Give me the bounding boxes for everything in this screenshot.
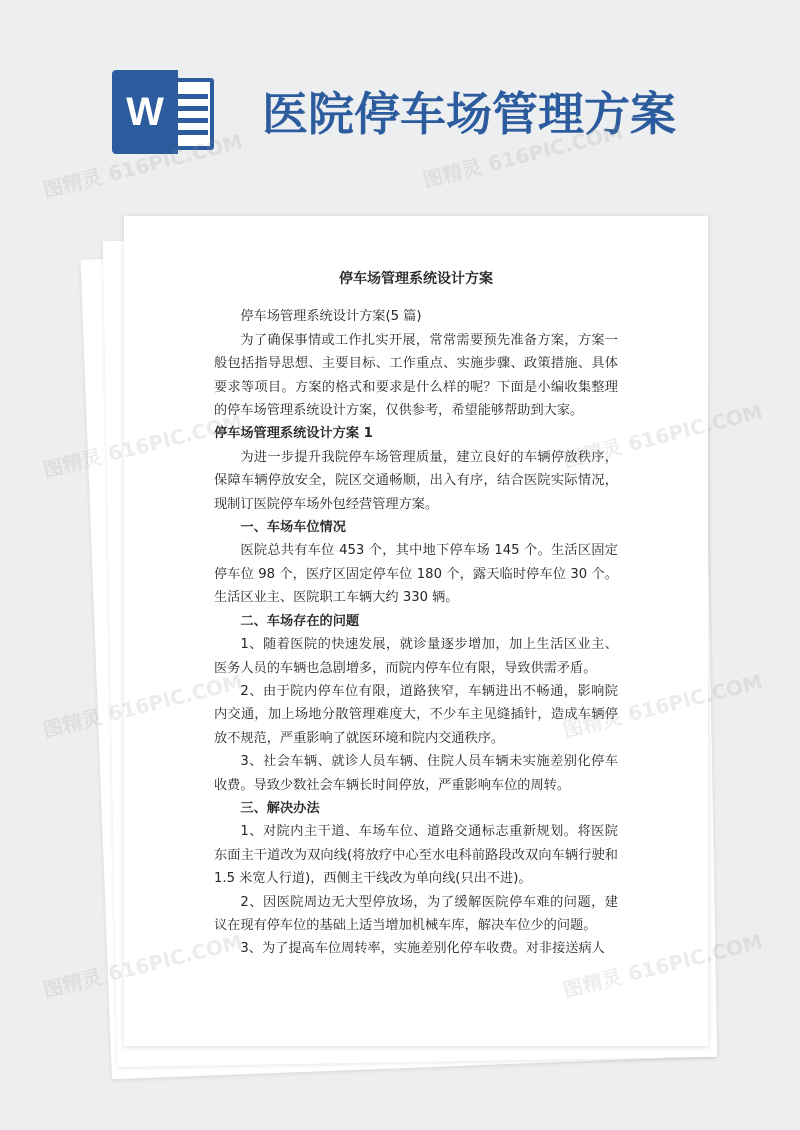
paragraph: 1、随着医院的快速发展，就诊量逐步增加，加上生活区业主、医务人员的车辆也急剧增多，而院内停车位有限，导致供需矛盾。 [214, 637, 618, 676]
word-document-icon [112, 70, 216, 154]
paragraph: 3、社会车辆、就诊人员车辆、住院人员车辆未实施差别化停车收费。导致少数社会车辆长时间停放，严重影响车位的周转。 [214, 754, 618, 793]
section-heading: 二、车场存在的问题 [240, 613, 360, 629]
page-title: 医院停车场管理方案 [262, 87, 676, 141]
document-page [124, 216, 708, 1046]
paragraph: 2、由于院内停车位有限，道路狭窄，车辆进出不畅通，影响院内交通，加上场地分散管理难度大，不少车主见缝插针，造成车辆停放不规范，严重影响了就医环境和院内交通秩序。 [214, 683, 618, 746]
paragraph: 医院总共有车位 453 个，其中地下停车场 145 个。生活区固定停车位 98 个，医疗区固定停车位 180 个，露天临时停车位 30 个。生活区业主、医院职工车辆大约 330 辆。 [214, 543, 618, 606]
watermark-text: 图精灵 [40, 704, 105, 743]
word-letter-badge: W [112, 70, 178, 154]
header-banner [0, 0, 800, 200]
paragraph-list [214, 305, 618, 960]
watermark-text: 图精灵 [40, 964, 105, 1003]
section-heading: 一、车场车位情况 [240, 520, 346, 536]
section-heading: 三、解决办法 [240, 800, 320, 816]
paragraph: 为了确保事情或工作扎实开展，常常需要预先准备方案，方案一般包括指导思想、主要目标、工作重点、实施步骤、政策措施、具体要求等项目。方案的格式和要求是什么样的呢？下面是小编收集整理的停车场管理系统设计方案，仅供参考，希望能够帮助到大家。 [214, 332, 618, 419]
watermark-text: 图精灵 [40, 444, 105, 483]
document-title: 停车场管理系统设计方案 [339, 271, 493, 287]
watermark-text: 图精灵 616PIC.COM [40, 129, 245, 203]
paragraph: 3、为了提高车位周转率，实施差别化停车收费。对非接送病人 [240, 941, 605, 957]
paragraph: 2、因医院周边无大型停放场，为了缓解医院停车难的问题，建议在现有停车位的基础上适当增加机械车库，解决车位少的问题。 [214, 894, 618, 933]
document-body [214, 268, 618, 961]
paragraph: 停车场管理系统设计方案(5 篇) [240, 309, 422, 325]
section-heading: 停车场管理系统设计方案 1 [214, 426, 373, 442]
paragraph: 为进一步提升我院停车场管理质量，建立良好的车辆停放秩序，保障车辆停放安全，院区交通畅顺，出入有序，结合医院实际情况，现制订医院停车场外包经营管理方案。 [214, 449, 618, 512]
paragraph: 1、对院内主干道、车场车位、道路交通标志重新规划。将医院东面主干道改为双向线(将放疗中心至水电科前路段改双向车辆行驶和 1.5 米宽人行道)，西侧主干线改为单向线(只出不进)。 [214, 824, 618, 887]
watermark-text: 图精灵 616PIC.COM [420, 119, 625, 193]
